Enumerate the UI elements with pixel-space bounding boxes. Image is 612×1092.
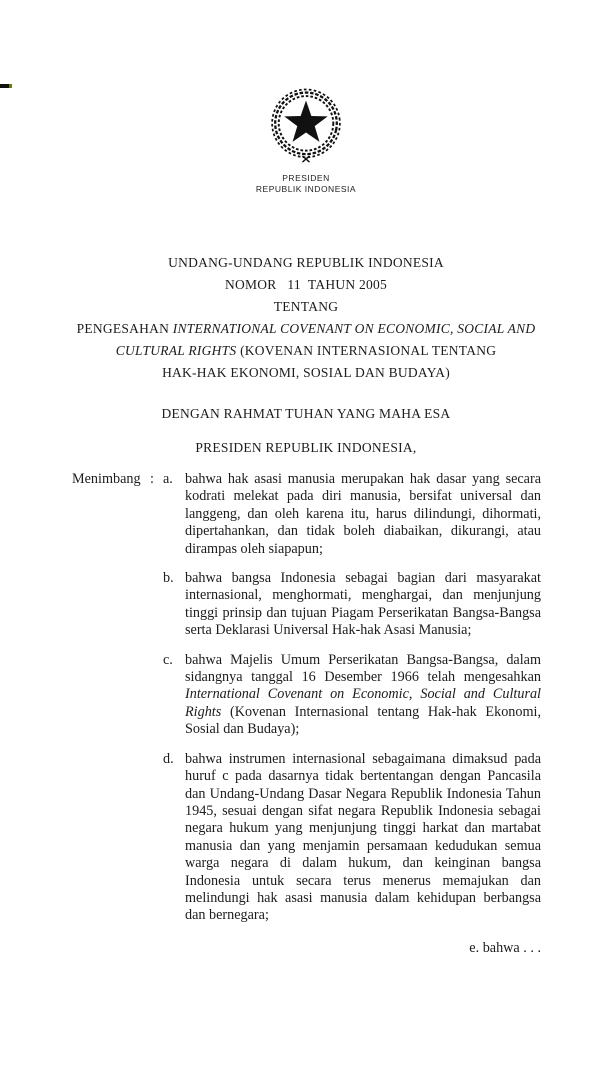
- page-catchword: e. bahwa . . .: [469, 939, 541, 956]
- item-letter: d.: [163, 750, 174, 767]
- consideration-item-c: [72, 652, 541, 739]
- subject-italic-2: CULTURAL RIGHTS: [115, 343, 237, 358]
- menimbang-section: [0, 471, 612, 925]
- subject-post: (KOVENAN INTERNASIONAL TENTANG: [236, 343, 497, 358]
- item-text: [185, 652, 541, 739]
- law-subject-line1: [0, 318, 612, 340]
- subject-prefix: PENGESAHAN: [76, 321, 173, 336]
- invocation-line: DENGAN RAHMAT TUHAN YANG MAHA ESA: [161, 406, 451, 421]
- item-text-italic: International Covenant on Economic, Social and Cultural Rights: [185, 686, 541, 720]
- item-text: bahwa bangsa Indonesia sebagai bagian dari masyarakat internasional, menghormati, menghargai, dan menjunjung tinggi prinsip dan tujuan Piagam Perserikatan Bangsa-Bangsa serta Deklarasi Universal Hak-hak Asasi Manusia;: [185, 570, 541, 639]
- label-spacer: [72, 751, 150, 925]
- state-seal-icon: [262, 84, 350, 168]
- letterhead: [0, 84, 612, 195]
- colon-spacer: [150, 652, 163, 739]
- seal-caption-presiden: PRESIDEN: [282, 173, 330, 183]
- law-subject-line2: [0, 340, 612, 362]
- law-title-block: [0, 252, 612, 384]
- item-text-pre: bahwa Majelis Umum Perserikatan Bangsa-Bangsa, dalam sidangnya tanggal 16 Desember 1966 telah mengesahkan: [185, 651, 541, 686]
- menimbang-label: Menimbang: [72, 471, 141, 487]
- consideration-item-d: [72, 751, 541, 925]
- star-icon: [284, 100, 327, 141]
- consideration-item-a: [72, 471, 541, 558]
- colon-spacer: [150, 751, 163, 925]
- law-title-line1: UNDANG-UNDANG REPUBLIK INDONESIA: [168, 255, 444, 270]
- law-number-line: NOMOR 11 TAHUN 2005: [225, 277, 387, 292]
- label-spacer: [72, 570, 150, 640]
- menimbang-colon: :: [150, 471, 154, 487]
- item-text: bahwa hak asasi manusia merupakan hak dasar yang secara kodrati melekat pada diri manusia, bersifat universal dan langgeng, dan oleh karena itu, harus dilindungi, dihormati, dipertahankan, dan tidak boleh diabaikan, dikurangi, atau dirampas oleh siapapun;: [185, 471, 541, 557]
- item-text: bahwa instrumen internasional sebagaimana dimaksud pada huruf c pada dasarnya tidak bertentangan dengan Pancasila dan Undang-Undang Dasar Negara Republik Indonesia Tahun 1945, sesuai dengan sifat negara Republik Indonesia sebagai negara hukum yang menjunjung tinggi harkat dan martabat manusia dan yang menjamin persamaan kedudukan semua warga negara di dalam hukum, dan keinginan bangsa Indonesia untuk secara terus menerus memajukan dan melindungi hak asasi manusia dalam kehidupan berbangsa dan bernegara;: [185, 750, 541, 924]
- item-letter: a.: [163, 471, 173, 487]
- document-page: [0, 84, 612, 1092]
- item-text-post: (Kovenan Internasional tentang Hak-hak Ekonomi, Sosial dan Budaya);: [185, 703, 541, 738]
- law-tentang-line: TENTANG: [273, 299, 339, 314]
- subject-italic-1: INTERNATIONAL COVENANT ON ECONOMIC, SOCIAL AND: [172, 321, 536, 336]
- consideration-item-b: [72, 570, 541, 640]
- colon-spacer: [150, 570, 163, 640]
- item-letter: c.: [163, 651, 173, 668]
- label-spacer: [72, 652, 150, 739]
- authority-line: PRESIDEN REPUBLIK INDONESIA,: [195, 440, 417, 455]
- scan-artifact: [0, 84, 14, 88]
- item-letter: b.: [163, 570, 174, 587]
- seal-caption-republik: REPUBLIK INDONESIA: [255, 184, 357, 194]
- law-subject-line3: HAK-HAK EKONOMI, SOSIAL DAN BUDAYA): [162, 365, 450, 380]
